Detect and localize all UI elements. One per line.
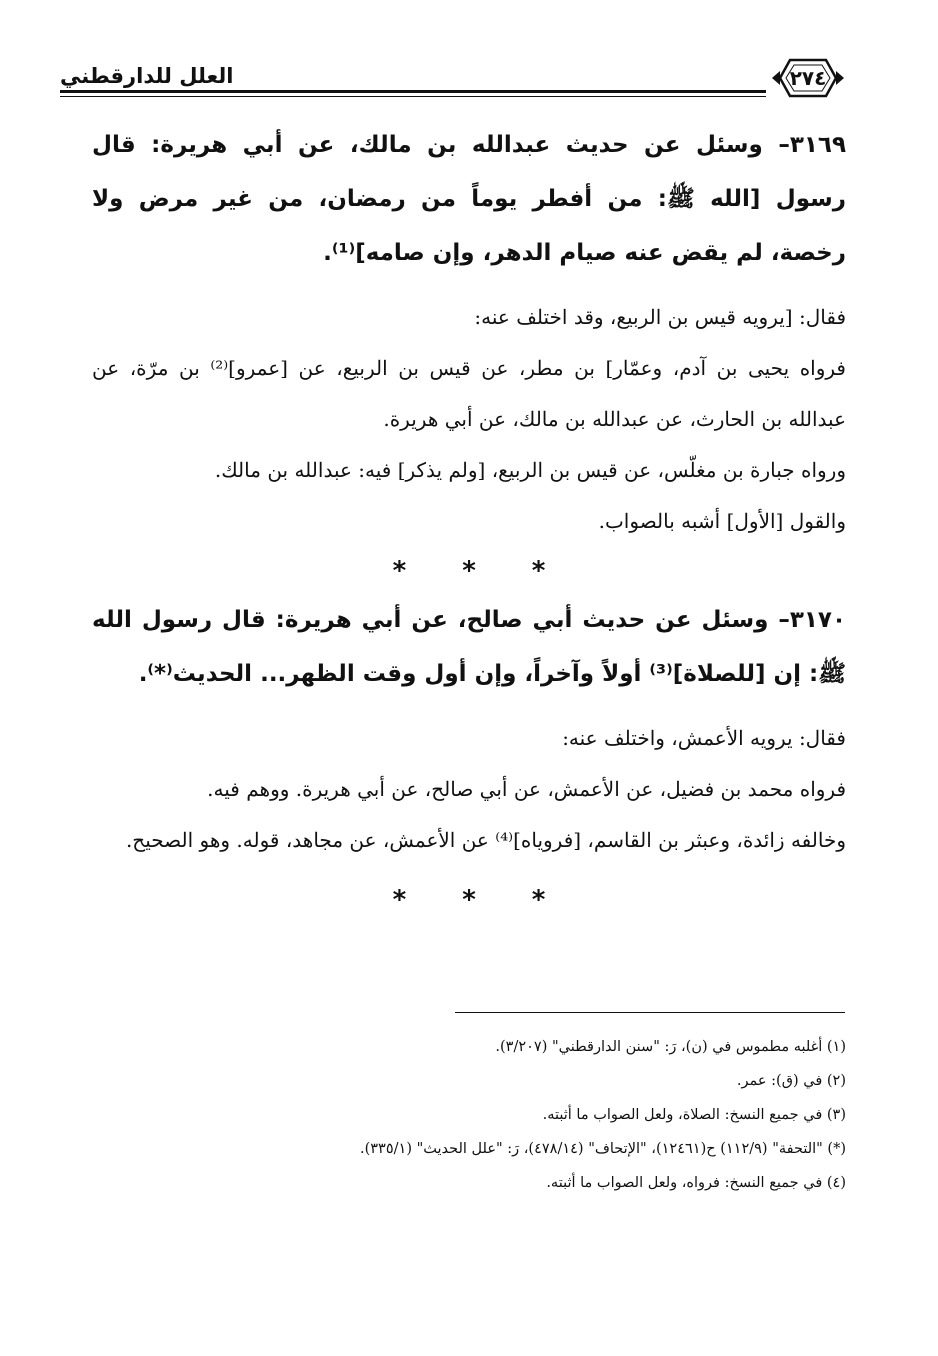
separator-star: * <box>531 885 546 915</box>
footnote: (٤) في جميع النسخ: فرواه، ولعل الصواب ما أثبته. <box>546 1175 846 1191</box>
page-number-badge <box>770 56 846 100</box>
section-separator <box>92 551 846 591</box>
separator-star: * <box>462 556 476 586</box>
separator-star: * <box>392 885 407 915</box>
footnote: (١) أغلبه مطموس في (ن)، رَ: "سنن الدارقطني" (٣/٢٠٧). <box>495 1039 846 1055</box>
footnote-rule <box>455 1012 845 1013</box>
entry-heading: ٣١٦٩– وسئل عن حديث عبدالله بن مالك، عن أبي هريرة: قال رسول [الله ﷺ: من أفطر يوماً من رمضان، من غير مرض ولا رخصة، لم يقض عنه صيام الدهر، وإن صامه]⁽¹⁾. <box>92 132 846 266</box>
separator-star: * <box>531 556 546 586</box>
book-title: العلل للدارقطني <box>60 64 234 88</box>
page-header <box>60 56 846 102</box>
page-number: ٢٧٤ <box>789 66 827 90</box>
paragraph: فقال: [يرويه قيس بن الربيع، وقد اختلف عنه: <box>474 305 846 329</box>
header-rule-thin <box>60 96 766 97</box>
separator-star: * <box>462 885 476 915</box>
paragraph: والقول [الأول] أشبه بالصواب. <box>598 509 846 533</box>
footnotes <box>92 1030 846 1200</box>
section-separator <box>92 880 846 920</box>
header-rule-thick <box>60 90 766 93</box>
entry-heading: ٣١٧٠– وسئل عن حديث أبي صالح، عن أبي هريرة: قال رسول الله ﷺ: إن [للصلاة]⁽³⁾ أولاً وآخراً، وإن أول وقت الظهر... الحديث⁽*⁾. <box>92 607 846 687</box>
separator-star: * <box>392 556 407 586</box>
paragraph: فرواه يحيى بن آدم، وعمّار] بن مطر، عن قيس بن الربيع، عن [عمرو]⁽²⁾ بن مرّة، عن عبدالله بن الحارث، عن عبدالله بن مالك، عن أبي هريرة. <box>92 356 846 431</box>
footnote: (٣) في جميع النسخ: الصلاة، ولعل الصواب ما أثبته. <box>542 1107 846 1123</box>
paragraph: فقال: يرويه الأعمش، واختلف عنه: <box>562 726 846 750</box>
paragraph: فرواه محمد بن فضيل، عن الأعمش، عن أبي صالح، عن أبي هريرة. ووهم فيه. <box>207 777 846 801</box>
footnote: (*) "التحفة" (١١٢/٩) ح(١٢٤٦١)، "الإتحاف" (٤٧٨/١٤)، رَ: "علل الحديث" (٣٣٥/١). <box>359 1141 846 1157</box>
footnote: (٢) في (ق): عمر. <box>736 1073 846 1089</box>
main-text <box>92 118 846 922</box>
paragraph: وخالفه زائدة، وعبثر بن القاسم، [فروياه]⁽⁴⁾ عن الأعمش، عن مجاهد، قوله. وهو الصحيح. <box>125 828 846 852</box>
paragraph: ورواه جبارة بن مغلّس، عن قيس بن الربيع، [ولم يذكر] فيه: عبدالله بن مالك. <box>214 458 846 482</box>
